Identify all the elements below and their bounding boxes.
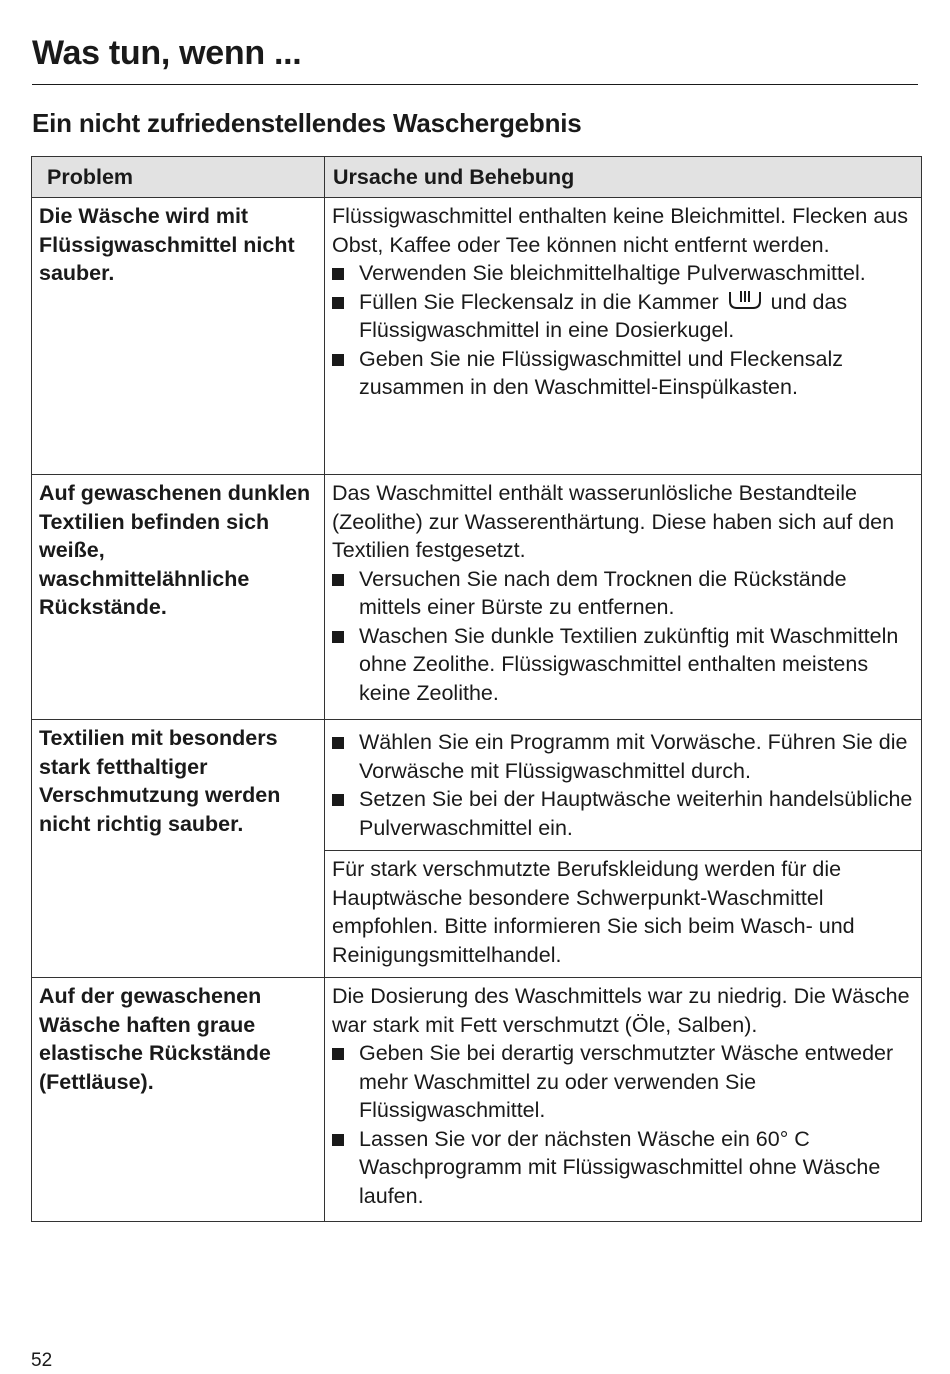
table-row — [32, 198, 922, 475]
bullet-square-icon — [332, 345, 359, 402]
bullet-square-icon — [332, 1125, 359, 1211]
list-item: Verwenden Sie bleichmittelhaltige Pulverwaschmittel. — [332, 259, 913, 288]
chamber-III-icon — [727, 288, 763, 312]
problem-cell: Auf der gewaschenen Wäsche haften graue elastische Rückstände (Fettläuse). — [32, 978, 325, 1222]
page-number: 52 — [31, 1350, 53, 1371]
list-item: Lassen Sie vor der nächsten Wäsche ein 60° C Waschprogramm mit Flüssigwaschmittel ohne Wäsche laufen. — [332, 1125, 913, 1211]
table-row — [32, 720, 922, 851]
bullet-square-icon — [332, 565, 359, 622]
cause-note-cell: Für stark verschmutzte Berufskleidung werden für die Hauptwäsche besondere Schwerpunkt-Waschmittel empfohlen. Bitte informieren Sie sich beim Wasch- und Reinigungsmittelhandel. — [325, 851, 922, 978]
bullet-square-icon — [332, 288, 359, 345]
cause-intro: Die Dosierung des Waschmittels war zu niedrig. Die Wäsche war stark mit Fett verschmutzt (Öle, Salben). — [332, 984, 910, 1037]
header-problem: Problem — [32, 157, 325, 198]
cause-cell — [325, 475, 922, 720]
title-rule — [32, 84, 918, 85]
header-cause: Ursache und Behebung — [325, 157, 922, 198]
problem-cell: Textilien mit besonders stark fetthaltiger Verschmutzung werden nicht richtig sauber. — [32, 720, 325, 978]
list-item: Setzen Sie bei der Hauptwäsche weiterhin handelsübliche Pulverwaschmittel ein. — [332, 785, 913, 842]
cause-intro: Flüssigwaschmittel enthalten keine Bleichmittel. Flecken aus Obst, Kaffee oder Tee können nicht entfernt werden. — [332, 204, 908, 257]
bullet-square-icon — [332, 728, 359, 785]
problem-cell: Die Wäsche wird mit Flüssigwaschmittel nicht sauber. — [32, 198, 325, 475]
cause-cell — [325, 720, 922, 851]
list-item: Füllen Sie Fleckensalz in die Kammer und das Flüssigwaschmittel in eine Dosierkugel. — [332, 288, 913, 345]
problem-cell: Auf gewaschenen dunklen Textilien befinden sich weiße, waschmittelähnliche Rückstände. — [32, 475, 325, 720]
bullet-square-icon — [332, 1039, 359, 1125]
list-item: Geben Sie bei derartig verschmutzter Wäsche entweder mehr Waschmittel zu oder verwenden Sie Flüssigwaschmittel. — [332, 1039, 913, 1125]
list-item: Waschen Sie dunkle Textilien zukünftig mit Waschmitteln ohne Zeolithe. Flüssigwaschmittel enthalten meistens keine Zeolithe. — [332, 622, 913, 708]
table-header-row — [32, 157, 922, 198]
table-row — [32, 978, 922, 1222]
bullet-square-icon — [332, 259, 359, 288]
section-title: Ein nicht zufriedenstellendes Waschergebnis — [32, 108, 582, 138]
troubleshooting-table — [31, 156, 922, 1222]
bullet-square-icon — [332, 785, 359, 842]
table-row — [32, 475, 922, 720]
cause-cell — [325, 978, 922, 1222]
list-item: Versuchen Sie nach dem Trocknen die Rückstände mittels einer Bürste zu entfernen. — [332, 565, 913, 622]
bullet-square-icon — [332, 622, 359, 708]
page-title: Was tun, wenn ... — [32, 34, 302, 72]
cause-intro: Das Waschmittel enthält wasserunlösliche Bestandteile (Zeolithe) zur Wasserenthärtung. Diese haben sich auf den Textilien festgesetzt. — [332, 481, 895, 562]
list-item: Geben Sie nie Flüssigwaschmittel und Fleckensalz zusammen in den Waschmittel-Einspülkasten. — [332, 345, 913, 402]
list-item: Wählen Sie ein Programm mit Vorwäsche. Führen Sie die Vorwäsche mit Flüssigwaschmittel durch. — [332, 728, 913, 785]
cause-cell — [325, 198, 922, 475]
